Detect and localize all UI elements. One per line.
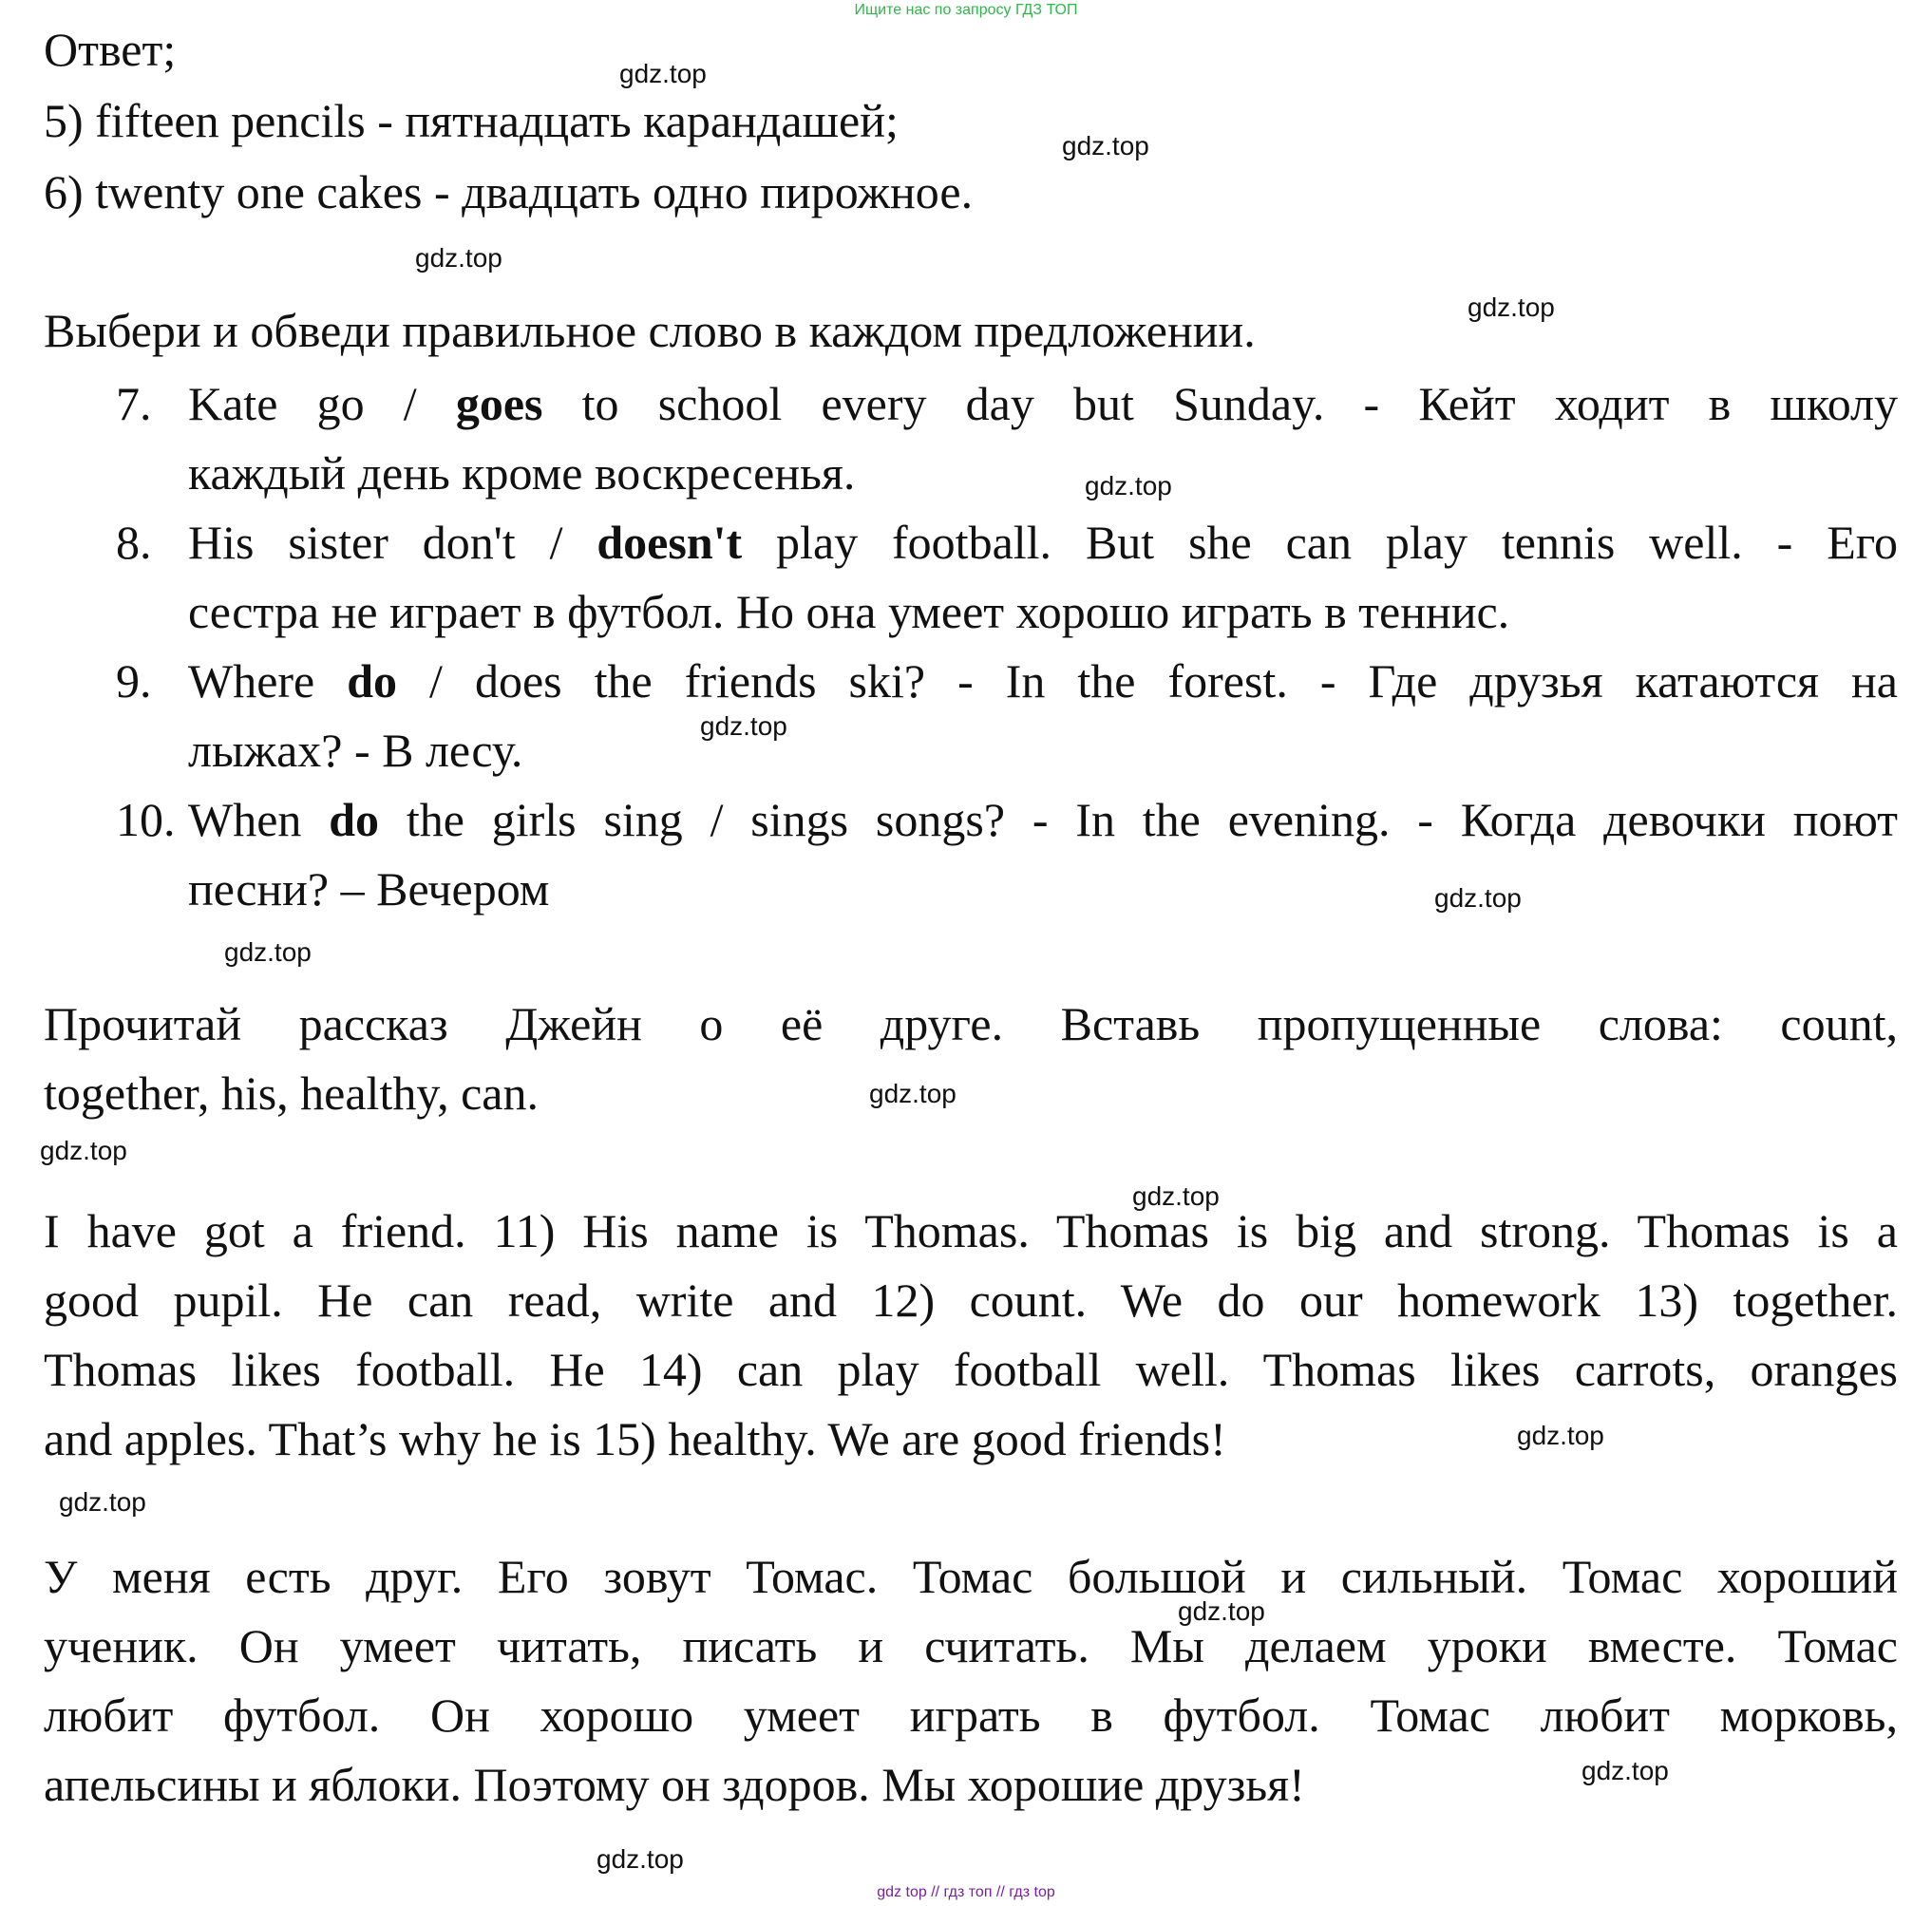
watermark: gdz.top xyxy=(869,1079,957,1108)
watermark: gdz.top xyxy=(700,711,787,741)
item-9-line-2: лыжах? - В лесу. xyxy=(188,724,523,777)
task3-instruction-line-1: Прочитай рассказ Джейн о её друге. Вставь пропущенные слова: count, xyxy=(44,997,1898,1050)
story-ru-line-2: ученик. Он умеет читать, писать и считать. Мы делаем уроки вместе. Томас xyxy=(44,1619,1898,1672)
item-7-answer: goes xyxy=(455,377,543,430)
story-ru-line-3: любит футбол. Он хорошо умеет играть в футбол. Томас любит морковь, xyxy=(44,1689,1898,1742)
task3-instruction-line-2: together, his, healthy, can. xyxy=(44,1066,539,1120)
item-10-answer: do xyxy=(329,793,380,846)
watermark: gdz.top xyxy=(1132,1181,1220,1211)
item-8-line-2: сестра не играет в футбол. Но она умеет хорошо играть в теннис. xyxy=(188,585,1510,638)
watermark: gdz.top xyxy=(1434,883,1522,913)
answer-5: 5) fifteen pencils - пятнадцать карандашей; xyxy=(44,94,899,147)
story-en-line-3: Thomas likes football. He 14) can play football well. Thomas likes carrots, oranges xyxy=(44,1343,1898,1396)
item-9-answer: do xyxy=(347,654,398,708)
item-8-number: 8. xyxy=(116,516,152,569)
watermark: gdz.top xyxy=(59,1487,146,1517)
watermark: gdz.top xyxy=(1085,471,1172,500)
watermark: gdz.top xyxy=(224,937,312,967)
watermark: gdz.top xyxy=(1582,1756,1669,1785)
top-banner: Ищите нас по запросу ГДЗ ТОП xyxy=(854,2,1078,18)
story-en-line-4: and apples. That’s why he is 15) healthy. We are good friends! xyxy=(44,1412,1226,1465)
item-7-line-1: Kate go / goes to school every day but Sunday. - Кейт ходит в школу xyxy=(188,377,1898,430)
watermark: gdz.top xyxy=(1468,293,1555,322)
item-10-line-1: When do the girls sing / sings songs? - In the evening. - Когда девочки поют xyxy=(188,793,1898,846)
item-10-line-2: песни? – Вечером xyxy=(188,862,550,915)
footer-links[interactable]: gdz top // гдз топ // гдз top xyxy=(877,1884,1055,1900)
watermark: gdz.top xyxy=(1178,1596,1265,1626)
answer-heading: Ответ; xyxy=(44,23,177,76)
item-8-answer: doesn't xyxy=(597,516,743,569)
story-ru-line-1: У меня есть друг. Его зовут Томас. Томас большой и сильный. Томас хороший xyxy=(44,1550,1898,1603)
watermark: gdz.top xyxy=(597,1844,684,1874)
task2-instruction: Выбери и обведи правильное слово в каждом предложении. xyxy=(44,304,1256,357)
watermark: gdz.top xyxy=(619,59,707,88)
item-7-line-2: каждый день кроме воскресенья. xyxy=(188,446,856,500)
item-7-number: 7. xyxy=(116,377,152,430)
story-ru-line-4: апельсины и яблоки. Поэтому он здоров. Мы хорошие друзья! xyxy=(44,1758,1305,1811)
item-8-line-1: His sister don't / doesn't play football. But she can play tennis well. - Его xyxy=(188,516,1899,569)
item-9-line-1: Where do / does the friends ski? - In the forest. - Где друзья катаются на xyxy=(188,654,1898,708)
story-en-line-2: good pupil. He can read, write and 12) count. We do our homework 13) together. xyxy=(44,1274,1898,1327)
watermark: gdz.top xyxy=(40,1136,127,1165)
watermark: gdz.top xyxy=(1062,131,1149,160)
item-10-number: 10. xyxy=(116,793,176,846)
answer-6: 6) twenty one cakes - двадцать одно пирожное. xyxy=(44,165,974,218)
watermark: gdz.top xyxy=(415,243,502,273)
story-en-line-1: I have got a friend. 11) His name is Thomas. Thomas is big and strong. Thomas is a xyxy=(44,1204,1898,1257)
item-9-number: 9. xyxy=(116,654,152,708)
watermark: gdz.top xyxy=(1517,1421,1604,1450)
